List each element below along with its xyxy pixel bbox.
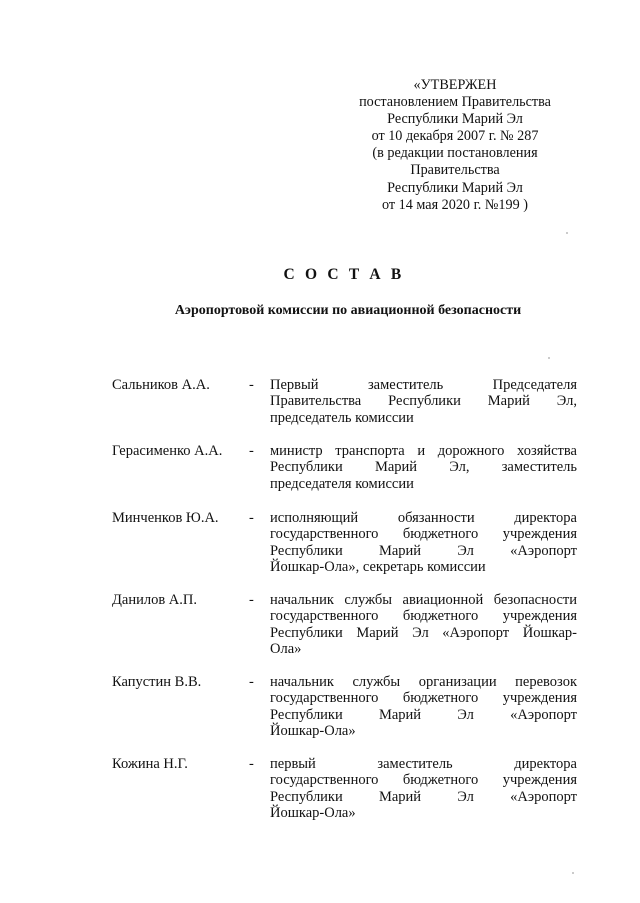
scan-speck [572,872,574,874]
member-name: Капустин В.В. [112,674,202,690]
member-name: Герасименко А.А. [112,443,223,459]
approval-line: Правительства [410,162,500,179]
role-line: Йошкар-Ола» [270,805,356,822]
document-title: С О С Т А В [283,266,405,283]
role-line: Первый заместитель Председателя [270,377,577,393]
approval-line: (в редакции постановления [372,145,538,162]
role-line: Йошкар-Ола», секретарь комиссии [270,559,486,576]
role-line: Правительства Республики Марий Эл, [270,393,577,410]
approval-line: «УТВЕРЖЕН [413,77,497,93]
role-line: Республики Марий Эл «Аэропорт [270,788,577,805]
member-role [270,377,577,426]
member-role [270,443,577,492]
role-line: Республики Марий Эл «Аэропорт Йошкар- [270,624,577,641]
scan-speck [566,232,568,234]
document-subtitle: Аэропортовой комиссии по авиационной безопасности [174,303,522,318]
approval-stamp [338,77,572,214]
role-line: исполняющий обязанности директора [270,510,577,526]
member-dash: - [249,756,254,772]
approval-line: от 14 мая 2020 г. №199 ) [382,196,528,213]
approval-line: Республики Марий Эл [387,179,523,196]
role-line: государственного бюджетного учреждения [270,608,577,625]
member-name: Минченков Ю.А. [112,510,219,526]
role-line: Йошкар-Ола» [270,723,356,740]
role-line: государственного бюджетного учреждения [270,772,577,789]
member-name: Сальников А.А. [112,377,210,393]
role-line: государственного бюджетного учреждения [270,526,577,543]
member-role [270,592,577,658]
role-line: государственного бюджетного учреждения [270,690,577,707]
role-line: министр транспорта и дорожного хозяйства [270,443,577,459]
member-dash: - [249,592,254,608]
role-line: Республики Марий Эл, заместитель [270,459,577,476]
role-line: Ола» [270,641,302,658]
role-line: начальник службы организации перевозок [270,674,577,690]
member-role [270,756,577,822]
approval-line: от 10 декабря 2007 г. № 287 [371,128,539,145]
scan-speck [548,357,550,359]
role-line: Республики Марий Эл «Аэропорт [270,706,577,723]
member-dash: - [249,674,254,690]
member-dash: - [249,377,254,393]
member-role [270,674,577,740]
role-line: начальник службы авиационной безопасности [270,592,577,608]
member-name: Кожина Н.Г. [112,756,188,772]
role-line: председатель комиссии [270,409,414,426]
role-line: председателя комиссии [270,475,414,492]
approval-line: постановлением Правительства [359,94,551,111]
member-name: Данилов А.П. [112,592,197,608]
member-dash: - [249,443,254,459]
role-line: первый заместитель директора [270,756,577,772]
role-line: Республики Марий Эл «Аэропорт [270,542,577,559]
approval-line: Республики Марий Эл [387,111,523,128]
member-role [270,510,577,576]
member-dash: - [249,510,254,526]
